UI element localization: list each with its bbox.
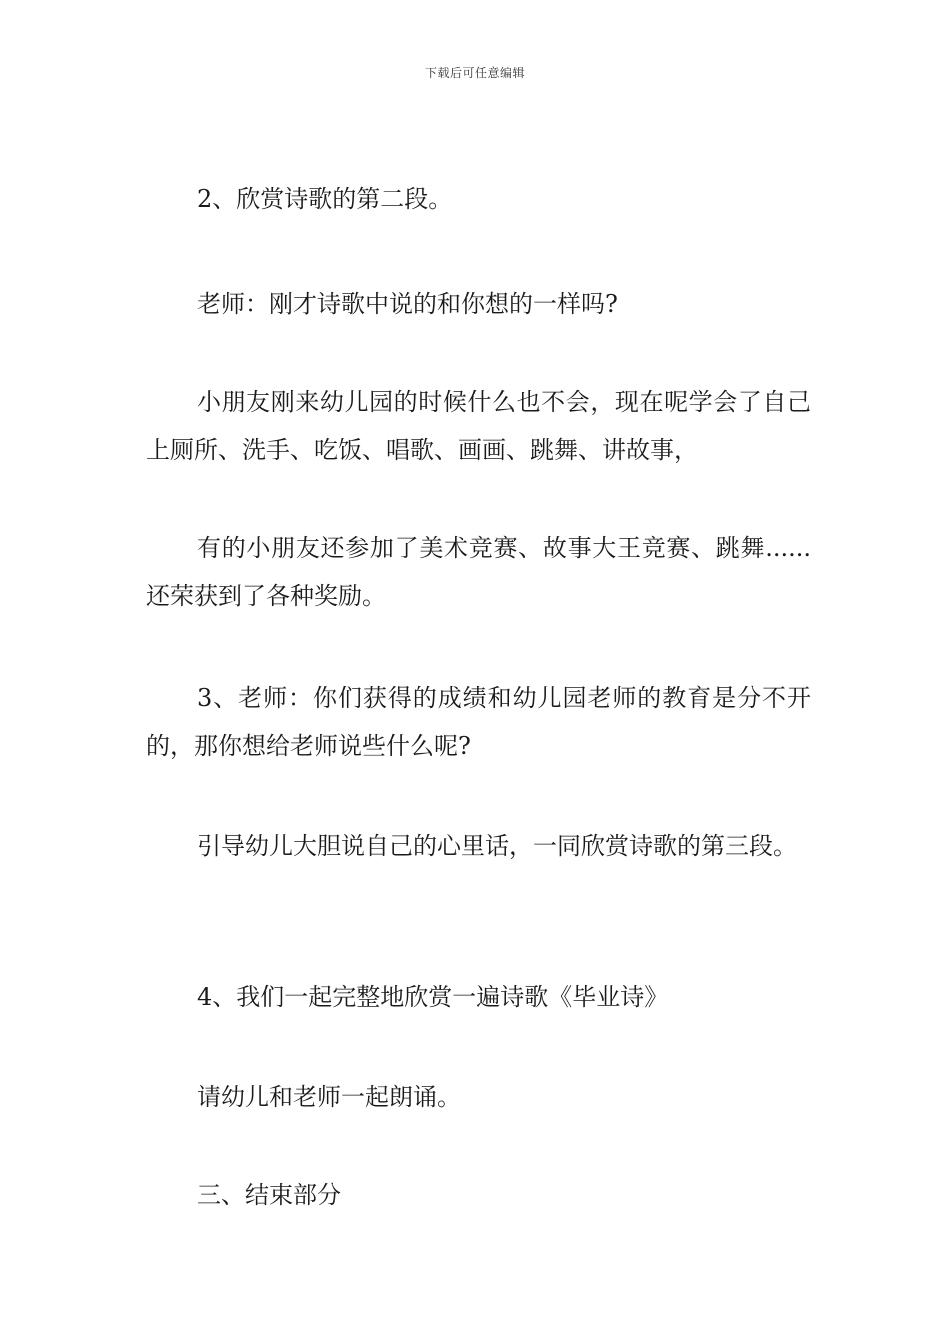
paragraph-appreciate-second-stanza: 2、欣赏诗歌的第二段。	[197, 185, 453, 213]
paragraph-guide-children: 引导幼儿大胆说自己的心里话，一同欣赏诗歌的第三段。	[197, 832, 797, 860]
paragraph-teacher-question: 老师：刚才诗歌中说的和你想的一样吗?	[197, 290, 618, 318]
paragraph-competitions: 有的小朋友还参加了美术竞赛、故事大王竞赛、跳舞......还荣获到了各种奖励。	[146, 534, 811, 610]
page-header: 下载后可任意编辑	[424, 66, 525, 80]
section-heading-closing: 三、结束部分	[197, 1181, 341, 1209]
paragraph-teacher-education: 3、老师：你们获得的成绩和幼儿园老师的教育是分不开的，那你想给老师说些什么呢?	[146, 684, 811, 760]
paragraph-full-poem: 4、我们一起完整地欣赏一遍诗歌《毕业诗》	[197, 983, 669, 1011]
paragraph-recite: 请幼儿和老师一起朗诵。	[197, 1083, 461, 1111]
paragraph-children-learned: 小朋友刚来幼儿园的时候什么也不会，现在呢学会了自己上厕所、洗手、吃饭、唱歌、画画、跳舞、讲故事，	[146, 388, 811, 464]
